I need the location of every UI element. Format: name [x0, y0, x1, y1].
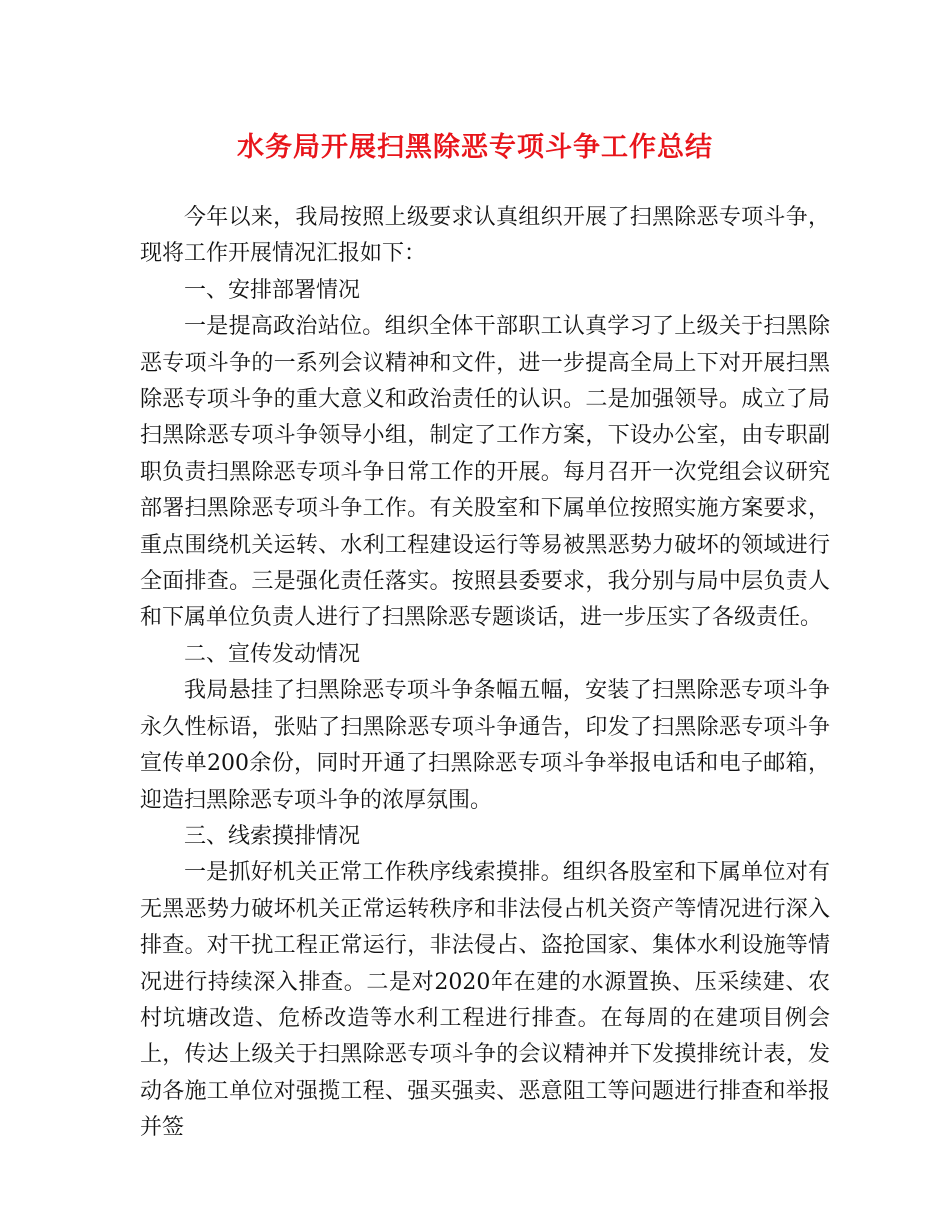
- paragraph-publicity: 我局悬挂了扫黑除恶专项斗争条幅五幅，安装了扫黑除恶专项斗争永久性标语，张贴了扫黑除恶专项斗争通告，印发了扫黑除恶专项斗争宣传单200余份，同时开通了扫黑除恶专项斗争举报电话和电子邮箱，迎造扫黑除恶专项斗争的浓厚氛围。: [140, 678, 830, 813]
- section-heading-1: 一、安排部署情况: [184, 277, 361, 303]
- paragraph-deployment: 一是提高政治站位。组织全体干部职工认真学习了上级关于扫黑除恶专项斗争的一系列会议精神和文件，进一步提高全局上下对开展扫黑除恶专项斗争的重大意义和政治责任的认识。二是加强领导。成立了局扫黑除恶专项斗争领导小组，制定了工作方案，下设办公室，由专职副职负责扫黑除恶专项斗争日常工作的开展。每月召开一次党组会议研究部署扫黑除恶专项斗争工作。有关股室和下属单位按照实施方案要求，重点围绕机关运转、水利工程建设运行等易被黑恶势力破坏的领域进行全面排查。三是强化责任落实。按照县委要求，我分别与局中层负责人和下属单位负责人进行了扫黑除恶专题谈话，进一步压实了各级责任。: [140, 314, 830, 631]
- paragraph-intro: 今年以来，我局按照上级要求认真组织开展了扫黑除恶专项斗争，现将工作开展情况汇报如下：: [140, 205, 830, 267]
- section-heading-3: 三、线索摸排情况: [184, 823, 361, 849]
- section-heading-2: 二、宣传发动情况: [184, 641, 361, 667]
- document-body: [140, 200, 830, 1147]
- paragraph-investigation: 一是抓好机关正常工作秩序线索摸排。组织各股室和下属单位对有无黑恶势力破坏机关正常运转秩序和非法侵占机关资产等情况进行深入排查。对干扰工程正常运行，非法侵占、盗抢国家、集体水利设施等情况进行持续深入排查。二是对2020年在建的水源置换、压采续建、农村坑塘改造、危桥改造等水利工程进行排查。在每周的在建项目例会上，传达上级关于扫黑除恶专项斗争的会议精神并下发摸排统计表，发动各施工单位对强揽工程、强买强卖、恶意阻工等问题进行排查和举报并签: [140, 860, 830, 1141]
- document-title: 水务局开展扫黑除恶专项斗争工作总结: [237, 132, 713, 163]
